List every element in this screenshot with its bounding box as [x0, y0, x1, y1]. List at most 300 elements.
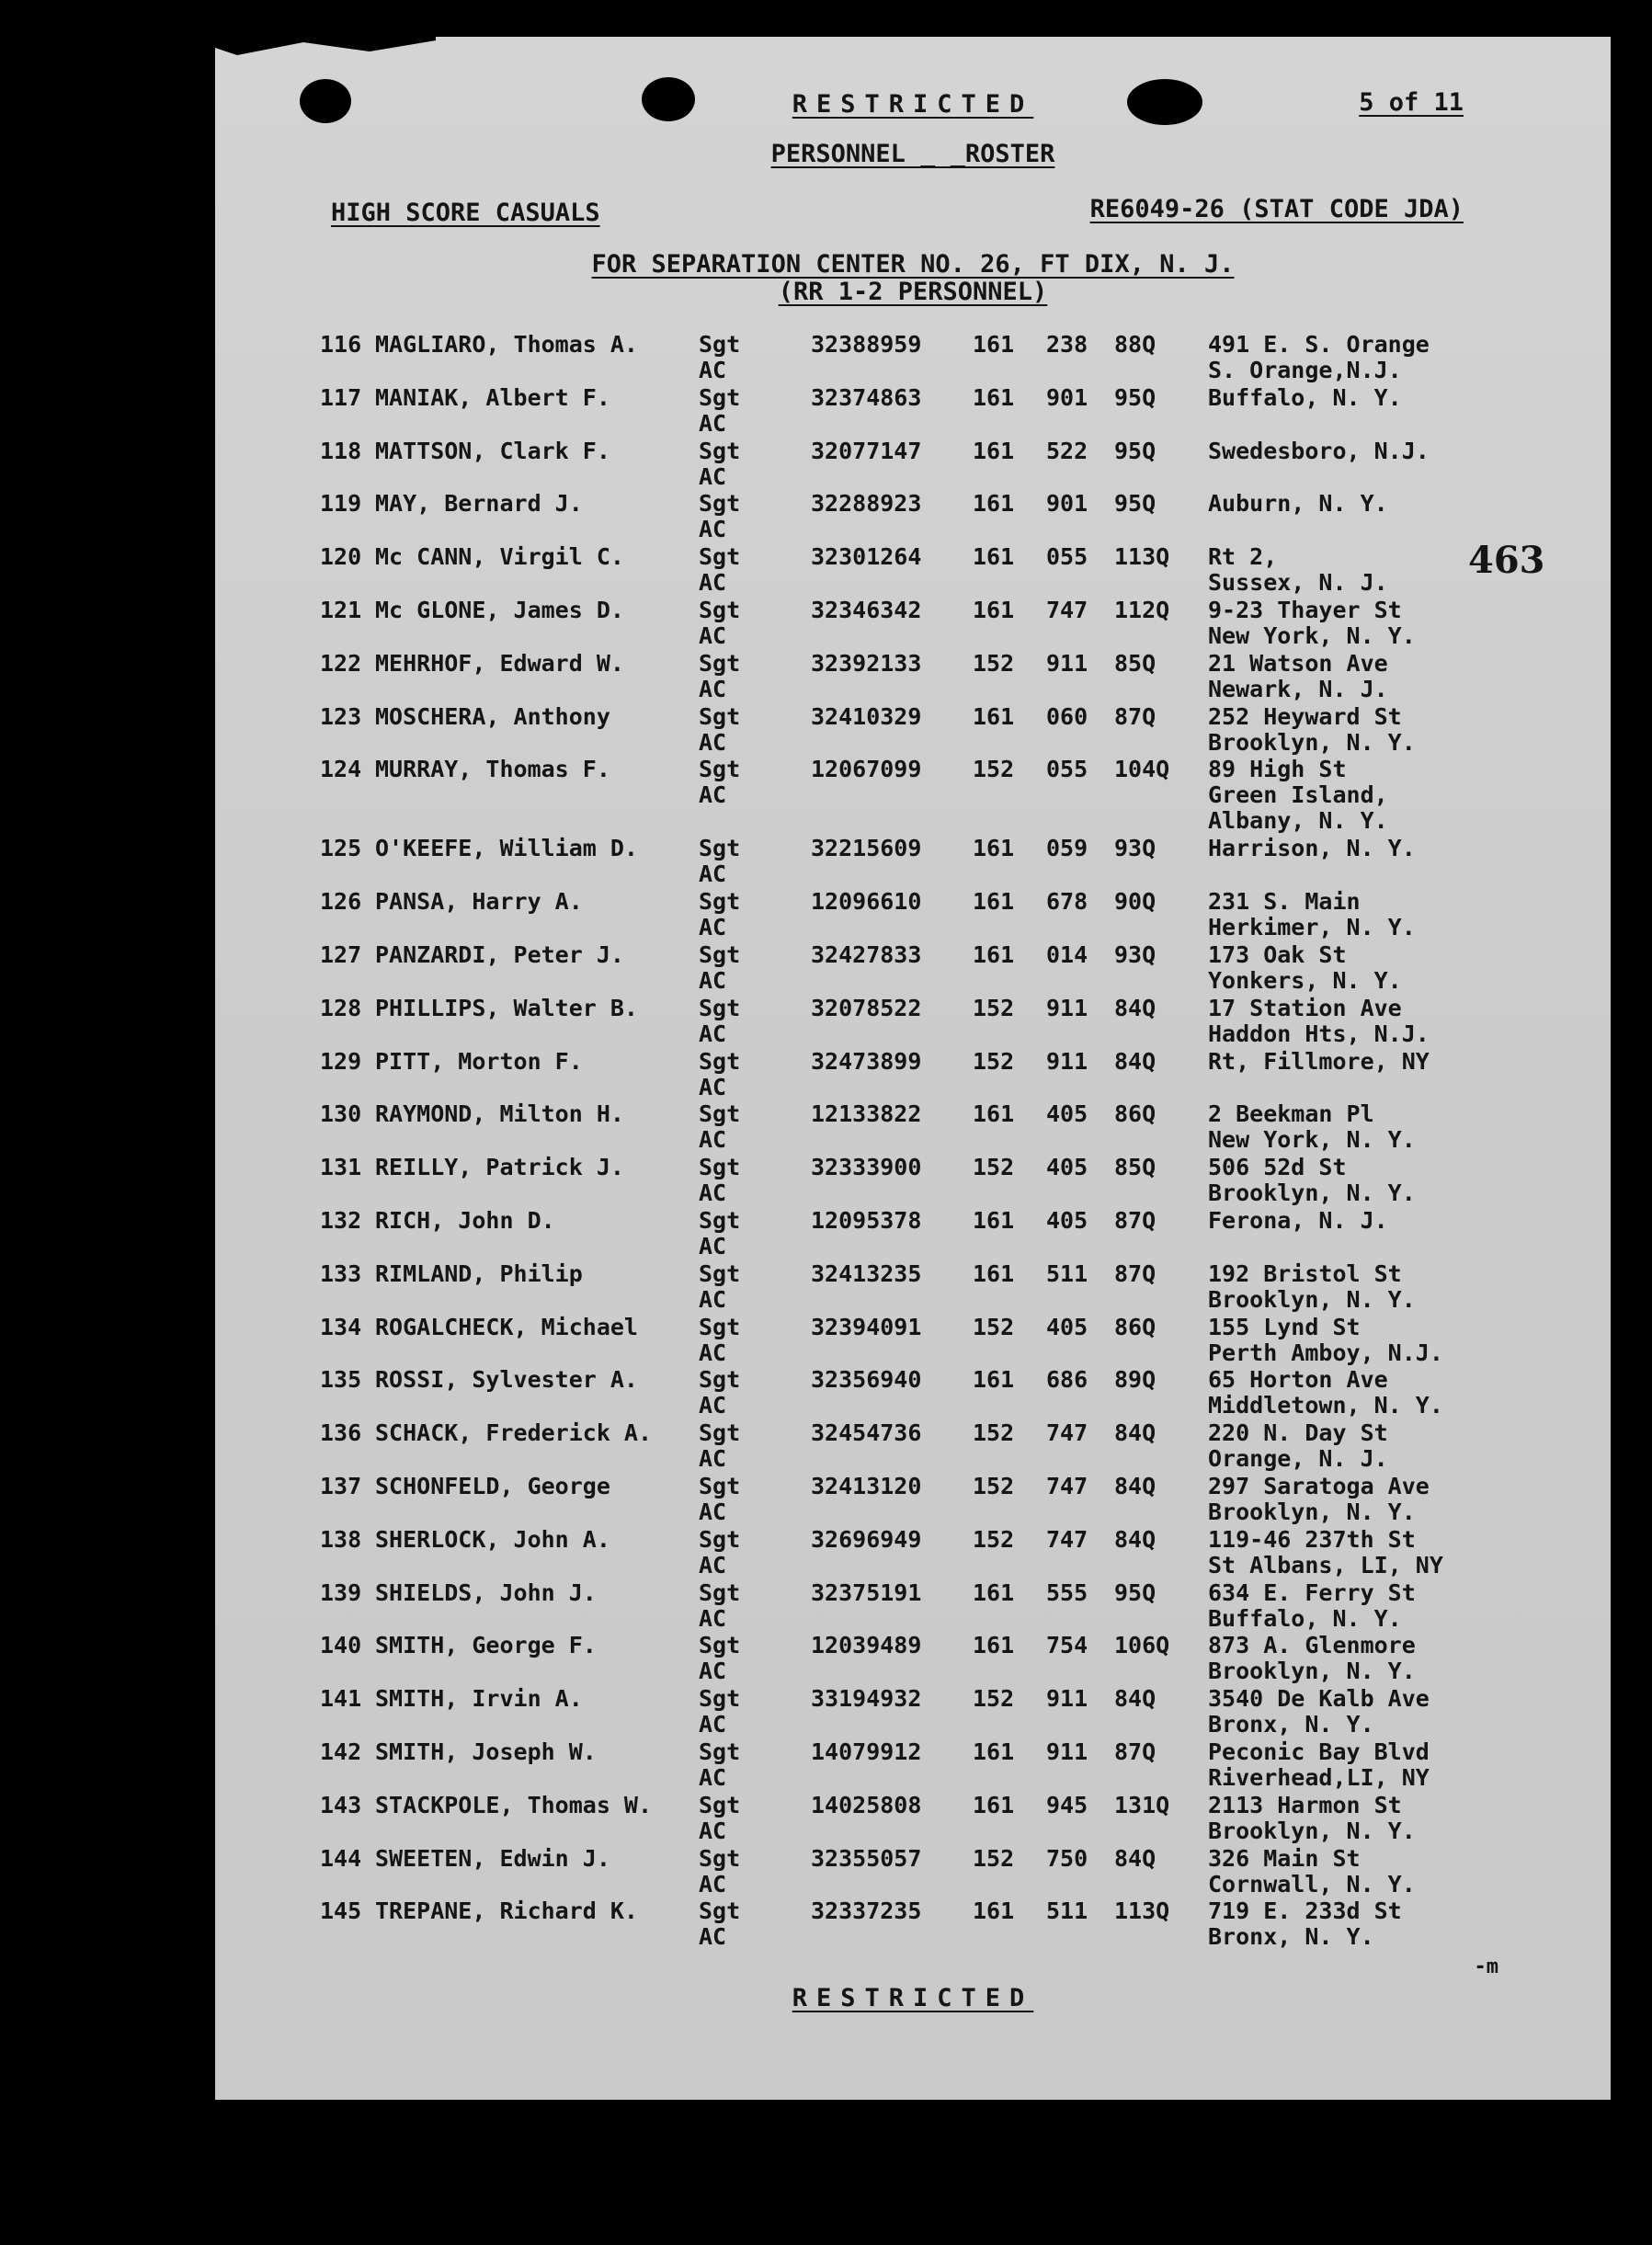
- entry-address-line: 17 Station Ave: [1208, 994, 1402, 1021]
- entry-address-line: 719 E. 233d St: [1208, 1897, 1402, 1925]
- entry-branch: AC: [699, 1817, 727, 1844]
- entry-rank: Sgt: [699, 383, 741, 411]
- roster-title: [215, 140, 1611, 168]
- entry-code-1: 161: [973, 1632, 1015, 1659]
- entry-address-line: New York, N. Y.: [1208, 621, 1416, 649]
- entry-address-line: Brooklyn, N. Y.: [1208, 1498, 1416, 1525]
- entry-rank: Sgt: [699, 835, 741, 862]
- roster-entry: [320, 438, 1589, 491]
- entry-points: 112Q: [1114, 596, 1170, 623]
- entry-branch: AC: [699, 860, 727, 888]
- entry-serial-number: 32356940: [811, 1366, 922, 1394]
- roster-entry: [320, 1632, 1589, 1685]
- entry-name: RIMLAND, Philip: [375, 1259, 583, 1287]
- entry-address-line: Middletown, N. Y.: [1208, 1392, 1443, 1419]
- entry-address-line: Brooklyn, N. Y.: [1208, 728, 1416, 756]
- entry-number: 128: [320, 994, 362, 1021]
- entry-address-line: Riverhead,LI, NY: [1208, 1763, 1430, 1791]
- entry-points: 84Q: [1114, 1047, 1156, 1075]
- entry-address-line: Perth Amboy, N.J.: [1208, 1339, 1443, 1366]
- entry-rank: Sgt: [699, 1844, 741, 1872]
- page-stamp-number: 463: [1468, 539, 1545, 582]
- entry-address-line: 21 Watson Ave: [1208, 649, 1388, 677]
- entry-name: SCHACK, Frederick A.: [375, 1419, 653, 1447]
- entry-points: 93Q: [1114, 940, 1156, 968]
- entry-serial-number: 32346342: [811, 596, 922, 623]
- entry-code-2: 747: [1046, 1472, 1088, 1499]
- entry-code-1: 161: [973, 835, 1015, 862]
- entry-points: 86Q: [1114, 1313, 1156, 1340]
- entry-address-line: 506 52d St: [1208, 1154, 1347, 1181]
- entry-name: PHILLIPS, Walter B.: [375, 994, 638, 1021]
- entry-code-1: 161: [973, 1738, 1015, 1765]
- entry-serial-number: 32394091: [811, 1313, 922, 1340]
- roster-entry: [320, 490, 1589, 543]
- entry-branch: AC: [699, 1763, 727, 1791]
- entry-address-line: Bronx, N. Y.: [1208, 1923, 1374, 1951]
- entry-number: 123: [320, 702, 362, 730]
- entry-address-line: Swedesboro, N.J.: [1208, 437, 1430, 464]
- entry-number: 143: [320, 1791, 362, 1818]
- entry-rank: Sgt: [699, 437, 741, 464]
- entry-code-2: 511: [1046, 1897, 1088, 1925]
- entry-points: 88Q: [1114, 331, 1156, 358]
- entry-code-1: 152: [973, 649, 1015, 677]
- entry-name: ROGALCHECK, Michael: [375, 1313, 638, 1340]
- entry-branch: AC: [699, 409, 727, 437]
- entry-address-line: 9-23 Thayer St: [1208, 596, 1402, 623]
- entry-name: MATTSON, Clark F.: [375, 437, 610, 464]
- roster-entry: [320, 1792, 1589, 1845]
- entry-address-line: Auburn, N. Y.: [1208, 490, 1388, 518]
- entry-address-line: 119-46 237th St: [1208, 1525, 1416, 1553]
- entry-branch: AC: [699, 966, 727, 994]
- entry-serial-number: 12096610: [811, 888, 922, 916]
- entry-code-2: 405: [1046, 1100, 1088, 1128]
- entry-code-2: 911: [1046, 994, 1088, 1021]
- entry-points: 90Q: [1114, 888, 1156, 916]
- entry-branch: AC: [699, 1711, 727, 1738]
- entry-points: 85Q: [1114, 649, 1156, 677]
- entry-serial-number: 32696949: [811, 1525, 922, 1553]
- entry-code-1: 152: [973, 1419, 1015, 1447]
- entry-serial-number: 14025808: [811, 1791, 922, 1818]
- entry-code-2: 686: [1046, 1366, 1088, 1394]
- roster-entry: [320, 1473, 1589, 1526]
- entry-name: PANSA, Harry A.: [375, 888, 583, 916]
- entry-serial-number: 32392133: [811, 649, 922, 677]
- entry-code-1: 152: [973, 1313, 1015, 1340]
- entry-code-1: 152: [973, 1472, 1015, 1499]
- roster-entry: [320, 1685, 1589, 1738]
- roster-entry: [320, 331, 1589, 384]
- entry-code-1: 161: [973, 888, 1015, 916]
- entry-address-line: Ferona, N. J.: [1208, 1206, 1388, 1234]
- roster-entry: [320, 756, 1589, 835]
- entry-rank: Sgt: [699, 1791, 741, 1818]
- entry-code-1: 152: [973, 1154, 1015, 1181]
- entry-number: 121: [320, 596, 362, 623]
- entry-name: RAYMOND, Milton H.: [375, 1100, 624, 1128]
- entry-code-1: 161: [973, 1897, 1015, 1925]
- entry-code-2: 945: [1046, 1791, 1088, 1818]
- entry-code-2: 901: [1046, 490, 1088, 518]
- entry-branch: AC: [699, 1498, 727, 1525]
- entry-number: 136: [320, 1419, 362, 1447]
- entry-address-line: 89 High St: [1208, 756, 1347, 783]
- entry-address-line: Peconic Bay Blvd: [1208, 1738, 1430, 1765]
- entry-number: 135: [320, 1366, 362, 1394]
- entry-serial-number: 12095378: [811, 1206, 922, 1234]
- entry-name: MURRAY, Thomas F.: [375, 756, 610, 783]
- entry-code-1: 161: [973, 490, 1015, 518]
- restricted-top-text: RESTRICTED: [792, 90, 1034, 119]
- entry-code-1: 152: [973, 1844, 1015, 1872]
- entry-serial-number: 32375191: [811, 1578, 922, 1606]
- entry-address-line: 155 Lynd St: [1208, 1313, 1361, 1340]
- entry-address-line: 326 Main St: [1208, 1844, 1361, 1872]
- entry-rank: Sgt: [699, 1738, 741, 1765]
- roster-entry: [320, 1897, 1589, 1951]
- entry-branch: AC: [699, 1285, 727, 1313]
- entry-code-1: 161: [973, 543, 1015, 571]
- entry-code-2: 678: [1046, 888, 1088, 916]
- entry-number: 130: [320, 1100, 362, 1128]
- entry-name: PANZARDI, Peter J.: [375, 940, 624, 968]
- entry-address-line: St Albans, LI, NY: [1208, 1551, 1443, 1578]
- entry-branch: AC: [699, 569, 727, 597]
- entry-address-line: Brooklyn, N. Y.: [1208, 1285, 1416, 1313]
- entry-number: 133: [320, 1259, 362, 1287]
- entry-address-line: 491 E. S. Orange: [1208, 331, 1430, 358]
- entry-address-line: Newark, N. J.: [1208, 675, 1388, 702]
- entry-address-line: Haddon Hts, N.J.: [1208, 1020, 1430, 1047]
- entry-points: 85Q: [1114, 1154, 1156, 1181]
- entry-rank: Sgt: [699, 1313, 741, 1340]
- group-label: HIGH SCORE CASUALS: [331, 199, 600, 227]
- entry-code-2: 060: [1046, 702, 1088, 730]
- entry-address-line: Albany, N. Y.: [1208, 807, 1388, 835]
- entry-address-line: New York, N. Y.: [1208, 1126, 1416, 1154]
- roster-page: [215, 37, 1611, 2100]
- entry-number: 118: [320, 437, 362, 464]
- entry-serial-number: 32333900: [811, 1154, 922, 1181]
- entry-rank: Sgt: [699, 331, 741, 358]
- entry-number: 131: [320, 1154, 362, 1181]
- entry-branch: AC: [699, 781, 727, 809]
- entry-rank: Sgt: [699, 1472, 741, 1499]
- entry-address-line: 231 S. Main: [1208, 888, 1361, 916]
- entry-serial-number: 32355057: [811, 1844, 922, 1872]
- entry-address-line: Herkimer, N. Y.: [1208, 914, 1416, 941]
- entry-address-line: Bronx, N. Y.: [1208, 1711, 1374, 1738]
- entry-rank: Sgt: [699, 1685, 741, 1713]
- entry-serial-number: 32078522: [811, 994, 922, 1021]
- entry-serial-number: 32374863: [811, 383, 922, 411]
- separation-center-text: FOR SEPARATION CENTER NO. 26, FT DIX, N. J.: [591, 250, 1235, 279]
- entry-code-2: 750: [1046, 1844, 1088, 1872]
- entry-points: 95Q: [1114, 437, 1156, 464]
- entry-serial-number: 32413235: [811, 1259, 922, 1287]
- roster-entry: [320, 1100, 1589, 1154]
- entry-name: MAY, Bernard J.: [375, 490, 583, 518]
- entry-branch: AC: [699, 1604, 727, 1632]
- entry-name: REILLY, Patrick J.: [375, 1154, 624, 1181]
- entry-address-line: 2113 Harmon St: [1208, 1791, 1402, 1818]
- entry-points: 84Q: [1114, 1419, 1156, 1447]
- entry-code-2: 754: [1046, 1632, 1088, 1659]
- entry-address-line: 873 A. Glenmore: [1208, 1632, 1416, 1659]
- roster-code: RE6049-26 (STAT CODE JDA): [1089, 195, 1464, 223]
- entry-number: 134: [320, 1313, 362, 1340]
- entry-number: 124: [320, 756, 362, 783]
- entry-branch: AC: [699, 675, 727, 702]
- entry-code-1: 161: [973, 1259, 1015, 1287]
- entry-code-1: 152: [973, 756, 1015, 783]
- entry-address-line: Buffalo, N. Y.: [1208, 383, 1402, 411]
- entry-rank: Sgt: [699, 1525, 741, 1553]
- entry-name: SHIELDS, John J.: [375, 1578, 597, 1606]
- roster-entry: [320, 1048, 1589, 1101]
- entry-name: SCHONFELD, George: [375, 1472, 610, 1499]
- entry-branch: AC: [699, 1232, 727, 1259]
- entry-number: 119: [320, 490, 362, 518]
- entry-number: 142: [320, 1738, 362, 1765]
- entry-serial-number: 32077147: [811, 437, 922, 464]
- entry-code-2: 055: [1046, 543, 1088, 571]
- entry-address-line: 192 Bristol St: [1208, 1259, 1402, 1287]
- entry-rank: Sgt: [699, 1259, 741, 1287]
- entry-code-2: 405: [1046, 1154, 1088, 1181]
- entry-name: MEHRHOF, Edward W.: [375, 649, 624, 677]
- entry-name: ROSSI, Sylvester A.: [375, 1366, 638, 1394]
- entry-name: STACKPOLE, Thomas W.: [375, 1791, 653, 1818]
- entry-number: 139: [320, 1578, 362, 1606]
- entry-branch: AC: [699, 1445, 727, 1473]
- entry-code-1: 161: [973, 702, 1015, 730]
- entry-rank: Sgt: [699, 888, 741, 916]
- entry-code-2: 522: [1046, 437, 1088, 464]
- entry-name: MANIAK, Albert F.: [375, 383, 610, 411]
- entry-rank: Sgt: [699, 1578, 741, 1606]
- entry-branch: AC: [699, 914, 727, 941]
- entry-code-1: 161: [973, 1100, 1015, 1128]
- entry-points: 106Q: [1114, 1632, 1170, 1659]
- entry-points: 95Q: [1114, 1578, 1156, 1606]
- entry-address-line: Buffalo, N. Y.: [1208, 1604, 1402, 1632]
- entry-name: Mc GLONE, James D.: [375, 596, 624, 623]
- entry-rank: Sgt: [699, 994, 741, 1021]
- entry-points: 87Q: [1114, 1738, 1156, 1765]
- entry-address-line: Sussex, N. J.: [1208, 569, 1388, 597]
- entry-code-2: 014: [1046, 940, 1088, 968]
- entry-name: SHERLOCK, John A.: [375, 1525, 610, 1553]
- personnel-type-text: (RR 1-2 PERSONNEL): [778, 278, 1048, 306]
- entry-address-line: 297 Saratoga Ave: [1208, 1472, 1430, 1499]
- entry-number: 122: [320, 649, 362, 677]
- entry-serial-number: 32410329: [811, 702, 922, 730]
- entry-number: 125: [320, 835, 362, 862]
- entry-points: 87Q: [1114, 1206, 1156, 1234]
- roster-entry: [320, 384, 1589, 438]
- entry-number: 116: [320, 331, 362, 358]
- entry-branch: AC: [699, 1126, 727, 1154]
- entry-name: TREPANE, Richard K.: [375, 1897, 638, 1925]
- entry-name: Mc CANN, Virgil C.: [375, 543, 624, 571]
- entry-address-line: Brooklyn, N. Y.: [1208, 1658, 1416, 1685]
- entry-branch: AC: [699, 1551, 727, 1578]
- roster-entry: [320, 835, 1589, 888]
- entry-name: O'KEEFE, William D.: [375, 835, 638, 862]
- entry-number: 129: [320, 1047, 362, 1075]
- entry-address-line: Brooklyn, N. Y.: [1208, 1179, 1416, 1207]
- entry-rank: Sgt: [699, 596, 741, 623]
- entry-points: 95Q: [1114, 490, 1156, 518]
- roster-entry: [320, 1738, 1589, 1792]
- entry-serial-number: 32301264: [811, 543, 922, 571]
- entry-branch: AC: [699, 1658, 727, 1685]
- entry-code-1: 161: [973, 1578, 1015, 1606]
- roster-entry: [320, 650, 1589, 703]
- entry-rank: Sgt: [699, 490, 741, 518]
- entry-code-2: 055: [1046, 756, 1088, 783]
- entry-serial-number: 32427833: [811, 940, 922, 968]
- entry-rank: Sgt: [699, 649, 741, 677]
- entry-rank: Sgt: [699, 1419, 741, 1447]
- entry-branch: AC: [699, 1392, 727, 1419]
- entry-address-line: 65 Horton Ave: [1208, 1366, 1388, 1394]
- entry-code-1: 161: [973, 596, 1015, 623]
- entry-serial-number: 32413120: [811, 1472, 922, 1499]
- entry-branch: AC: [699, 357, 727, 383]
- entry-code-2: 911: [1046, 1685, 1088, 1713]
- entry-code-2: 911: [1046, 1738, 1088, 1765]
- entry-code-1: 152: [973, 1047, 1015, 1075]
- entry-serial-number: 32288923: [811, 490, 922, 518]
- restricted-bottom-text: RESTRICTED: [792, 1984, 1034, 2012]
- entry-code-2: 405: [1046, 1313, 1088, 1340]
- entry-points: 89Q: [1114, 1366, 1156, 1394]
- entry-rank: Sgt: [699, 1047, 741, 1075]
- torn-edge-decoration: [215, 37, 436, 55]
- entry-address-line: S. Orange,N.J.: [1208, 357, 1402, 383]
- roster-entry: [320, 888, 1589, 941]
- entry-rank: Sgt: [699, 1632, 741, 1659]
- entry-serial-number: 12067099: [811, 756, 922, 783]
- entry-number: 127: [320, 940, 362, 968]
- entry-name: SMITH, Joseph W.: [375, 1738, 597, 1765]
- entry-address-line: 2 Beekman Pl: [1208, 1100, 1374, 1128]
- roster-title-text: PERSONNEL _ _ROSTER: [770, 140, 1055, 168]
- entry-rank: Sgt: [699, 543, 741, 571]
- entry-points: 84Q: [1114, 1525, 1156, 1553]
- entry-branch: AC: [699, 621, 727, 649]
- entry-address-line: 173 Oak St: [1208, 940, 1347, 968]
- entry-points: 84Q: [1114, 1685, 1156, 1713]
- entry-serial-number: 32454736: [811, 1419, 922, 1447]
- entry-code-1: 161: [973, 1791, 1015, 1818]
- entry-points: 84Q: [1114, 1844, 1156, 1872]
- entry-address-line: 220 N. Day St: [1208, 1419, 1388, 1447]
- entry-points: 84Q: [1114, 994, 1156, 1021]
- entry-points: 87Q: [1114, 1259, 1156, 1287]
- entry-code-2: 238: [1046, 331, 1088, 358]
- roster-entry: [320, 995, 1589, 1048]
- entry-address-line: Cornwall, N. Y.: [1208, 1870, 1416, 1897]
- entry-address-line: Green Island,: [1208, 781, 1388, 809]
- entry-serial-number: 14079912: [811, 1738, 922, 1765]
- entry-number: 138: [320, 1525, 362, 1553]
- entry-code-1: 161: [973, 1206, 1015, 1234]
- entry-points: 87Q: [1114, 702, 1156, 730]
- entry-address-line: Brooklyn, N. Y.: [1208, 1817, 1416, 1844]
- entry-serial-number: 12039489: [811, 1632, 922, 1659]
- entry-number: 126: [320, 888, 362, 916]
- entry-branch: AC: [699, 516, 727, 543]
- entry-serial-number: 12133822: [811, 1100, 922, 1128]
- entry-code-1: 161: [973, 383, 1015, 411]
- entry-points: 93Q: [1114, 835, 1156, 862]
- entry-address-line: Orange, N. J.: [1208, 1445, 1388, 1473]
- entry-number: 132: [320, 1206, 362, 1234]
- entry-branch: AC: [699, 462, 727, 490]
- entry-code-2: 901: [1046, 383, 1088, 411]
- entry-rank: Sgt: [699, 1897, 741, 1925]
- entry-name: MOSCHERA, Anthony: [375, 702, 610, 730]
- entry-branch: AC: [699, 728, 727, 756]
- entry-address-line: 252 Heyward St: [1208, 702, 1402, 730]
- roster-entry: [320, 1314, 1589, 1367]
- entry-number: 141: [320, 1685, 362, 1713]
- entry-points: 104Q: [1114, 756, 1170, 783]
- entry-points: 113Q: [1114, 543, 1170, 571]
- roster-list: [320, 331, 1589, 1951]
- entry-serial-number: 32388959: [811, 331, 922, 358]
- entry-points: 86Q: [1114, 1100, 1156, 1128]
- entry-code-2: 747: [1046, 1419, 1088, 1447]
- entry-code-1: 152: [973, 1685, 1015, 1713]
- restricted-footer: [215, 1984, 1611, 2012]
- roster-entry: [320, 1845, 1589, 1898]
- entry-address-line: 3540 De Kalb Ave: [1208, 1685, 1430, 1713]
- entry-address-line: Rt 2,: [1208, 543, 1278, 571]
- entry-code-1: 161: [973, 940, 1015, 968]
- entry-number: 137: [320, 1472, 362, 1499]
- entry-branch: AC: [699, 1339, 727, 1366]
- entry-branch: AC: [699, 1020, 727, 1047]
- entry-serial-number: 32215609: [811, 835, 922, 862]
- entry-code-2: 911: [1046, 1047, 1088, 1075]
- entry-branch: AC: [699, 1179, 727, 1207]
- entry-address-line: 634 E. Ferry St: [1208, 1578, 1416, 1606]
- entry-code-2: 405: [1046, 1206, 1088, 1234]
- entry-name: MAGLIARO, Thomas A.: [375, 331, 638, 358]
- entry-branch: AC: [699, 1870, 727, 1897]
- entry-name: SWEETEN, Edwin J.: [375, 1844, 610, 1872]
- roster-entry: [320, 703, 1589, 757]
- entry-name: RICH, John D.: [375, 1206, 555, 1234]
- entry-code-2: 555: [1046, 1578, 1088, 1606]
- entry-number: 145: [320, 1897, 362, 1925]
- entry-rank: Sgt: [699, 1100, 741, 1128]
- roster-entry: [320, 1260, 1589, 1314]
- roster-entry: [320, 543, 1589, 597]
- entry-number: 117: [320, 383, 362, 411]
- entry-branch: AC: [699, 1923, 727, 1951]
- entry-points: 84Q: [1114, 1472, 1156, 1499]
- entry-serial-number: 33194932: [811, 1685, 922, 1713]
- entry-rank: Sgt: [699, 1366, 741, 1394]
